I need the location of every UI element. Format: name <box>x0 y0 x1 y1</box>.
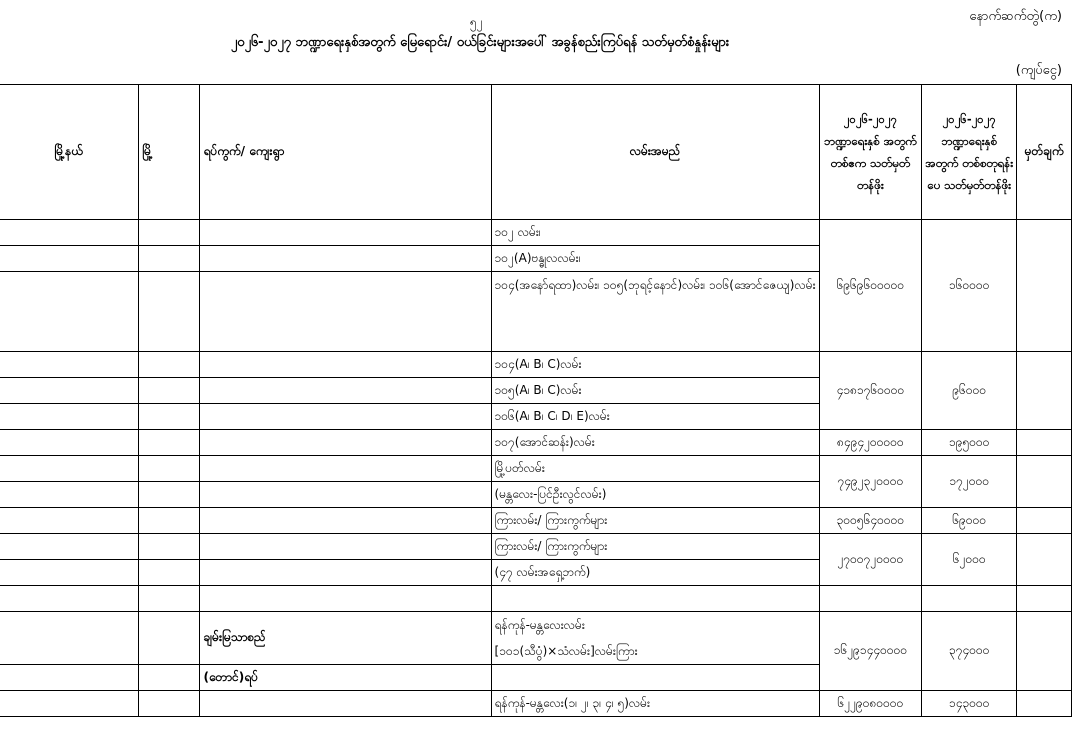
table-row <box>0 508 1072 534</box>
rate-sqft-cell: ၁၇၂၀၀၀ <box>922 456 1017 508</box>
road-cell: ကြားလမ်း/ ကြားကွက်များ <box>491 508 819 534</box>
rate-acre-cell: ၄၁၈၁၇၆၀၀၀၀ <box>819 352 922 430</box>
rate-sqft-cell: ၆၂၀၀၀ <box>922 534 1017 586</box>
road-cell: မြို့ပတ်လမ်း <box>491 456 819 482</box>
rate-acre-cell: ၈၄၉၄၂၀၀၀၀၀ <box>819 430 922 456</box>
ward-cell: ချမ်းမြသာစည် <box>200 612 491 665</box>
road-cell: ကြားလမ်း/ ကြားကွက်များ <box>491 534 819 560</box>
table-row <box>0 220 1072 246</box>
rate-sqft-cell: ၆၉၀၀၀ <box>922 508 1017 534</box>
page-title: ၂၀၂၆-၂၀၂၇ ဘဏ္ဍာရေးနှစ်အတွက် မြေရောင်း/ ဝယ်ခြင်းများအပေါ် အခွန်စည်းကြပ်ရန် သတ်မှတ်စံနှုန်းများ <box>230 35 730 50</box>
rate-sqft-cell: ၁၄၃၀၀၀ <box>922 691 1017 717</box>
unit-label: (ကျပ်ငွေ) <box>1015 63 1062 78</box>
rate-acre-cell: ၁၆၂၉၁၄၄၀၀၀၀ <box>819 612 922 691</box>
rates-table <box>0 84 1072 717</box>
road-cell: ၁၀၄(အနော်ရထာ)လမ်း၊ ၁၀၅(ဘုရင့်နောင်)လမ်း၊ ၁၀၆(အောင်ဇေယျ)လမ်း <box>491 272 819 352</box>
rate-acre-cell: ၆၂၂၉၀၈၀၀၀၀ <box>819 691 922 717</box>
road-cell: (မန္တလေး-ပြင်ဦးလွင်လမ်း) <box>491 482 819 508</box>
header-township: မြို့နယ် <box>0 85 139 220</box>
table-row <box>0 612 1072 665</box>
header-town: မြို့ <box>139 85 200 220</box>
rate-sqft-cell: ၉၆၀၀၀ <box>922 352 1017 430</box>
table-row <box>0 456 1072 482</box>
rate-acre-cell: ၆၉၆၉၆၀၀၀၀၀ <box>819 220 922 352</box>
header-remarks: မှတ်ချက် <box>1017 85 1072 220</box>
table-row <box>0 691 1072 717</box>
road-cell: ၁၀၂(A)ဗန္ဓုလလမ်း၊ <box>491 246 819 272</box>
road-cell: ၁၀၂ လမ်း၊ <box>491 220 819 246</box>
road-cell: ၁၀၇(အောင်ဆန်း)လမ်း <box>491 430 819 456</box>
rate-sqft-cell: ၁၆၀၀၀၀ <box>922 220 1017 352</box>
ward-cell: (တောင်)ရပ် <box>200 665 491 691</box>
rate-acre-cell: ၇၄၉၂၃၂၀၀၀၀ <box>819 456 922 508</box>
header-ward: ရပ်ကွက်/ ကျေးရွာ <box>200 85 491 220</box>
table-row <box>0 430 1072 456</box>
page-number: ၅၂ <box>470 15 483 29</box>
header-rate-sqft: ၂၀၂၆-၂၀၂၇ ဘဏ္ဍာရေးနှစ် အတွက် တစ်စတုရန်းပေ သတ်မှတ်တန်ဖိုး <box>922 85 1017 220</box>
road-line: [၁၀၁(သီပွံ)×သံလမ်း]လမ်းကြား <box>494 644 638 658</box>
rate-sqft-cell: ၁၉၅၀၀၀ <box>922 430 1017 456</box>
road-cell: ၁၀၅(A၊ B၊ C)လမ်း <box>491 378 819 404</box>
road-line: ရန်ကုန်-မန္တလေးလမ်း <box>494 618 585 632</box>
road-cell: ရန်ကုန်-မန္တလေး(၁၊ ၂၊ ၃၊ ၄၊ ၅)လမ်း <box>491 691 819 717</box>
road-cell: ၁၀၆(A၊ B၊ C၊ D၊ E)လမ်း <box>491 404 819 430</box>
rate-sqft-cell: ၃၇၄၀၀၀ <box>922 612 1017 691</box>
table-row <box>0 586 1072 612</box>
table-header-row <box>0 85 1072 220</box>
header-rate-acre: ၂၀၂၆-၂၀၂၇ ဘဏ္ဍာရေးနှစ် အတွက် တစ်ဧက သတ်မှတ်တန်ဖိုး <box>819 85 922 220</box>
road-cell: (၄၇ လမ်းအရှေ့ဘက်) <box>491 560 819 586</box>
road-cell <box>491 612 819 665</box>
header-road: လမ်းအမည် <box>491 85 819 220</box>
rate-acre-cell: ၂၇၀၀၇၂၀၀၀၀ <box>819 534 922 586</box>
road-cell: ၁၀၄(A၊ B၊ C)လမ်း <box>491 352 819 378</box>
table-row <box>0 352 1072 378</box>
rate-acre-cell: ၃၀၀၅၆၄၀၀၀၀ <box>819 508 922 534</box>
table-row <box>0 534 1072 560</box>
annex-label: နောက်ဆက်တွဲ(က) <box>969 9 1062 24</box>
